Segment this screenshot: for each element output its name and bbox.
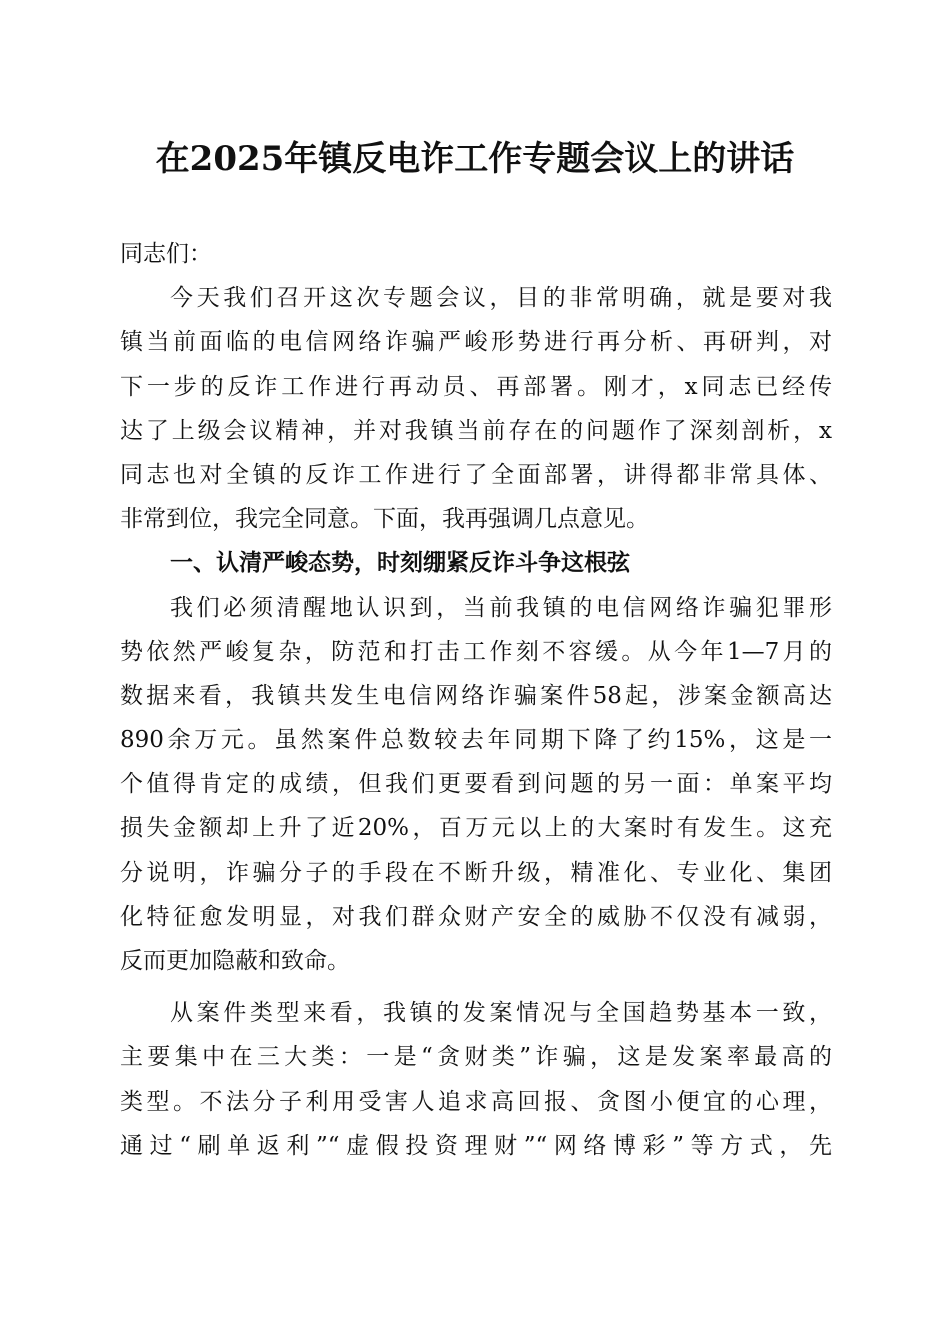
paragraph-line: 个值得肯定的成绩，但我们更要看到问题的另一面：单案平均: [120, 771, 832, 798]
paragraph-line: 下一步的反诈工作进行再动员、再部署。刚才，x同志已经传: [120, 373, 832, 400]
salutation: 同志们：: [120, 241, 212, 267]
document-body: [120, 232, 832, 1168]
paragraph-line: 主要集中在三大类：一是“贪财类”诈骗，这是发案率最高的: [120, 1044, 832, 1071]
paragraph-line: 化特征愈发明显，对我们群众财产安全的威胁不仅没有减弱，: [120, 903, 832, 930]
paragraph-line: 损失金额却上升了近20%，百万元以上的大案时有发生。这充: [120, 815, 832, 842]
paragraph-line: 势依然严峻复杂，防范和打击工作刻不容缓。从今年1—7月的: [120, 638, 832, 665]
paragraph-line: 反而更加隐蔽和致命。: [120, 948, 350, 974]
paragraph-line: 通过“刷单返利”“虚假投资理财”“网络博彩”等方式，先: [120, 1132, 832, 1159]
paragraph-line: 数据来看，我镇共发生电信网络诈骗案件58起，涉案金额高达: [120, 682, 832, 709]
paragraph-line: 镇当前面临的电信网络诈骗严峻形势进行再分析、再研判，对: [120, 329, 832, 356]
paragraph-line: 890余万元。虽然案件总数较去年同期下降了约15%，这是一: [120, 727, 832, 754]
paragraph-line: 达了上级会议精神，并对我镇当前存在的问题作了深刻剖析，x: [120, 417, 832, 444]
paragraph-gap: [120, 983, 832, 991]
paragraph-line: 今天我们召开这次专题会议，目的非常明确，就是要对我: [170, 285, 832, 312]
paragraph-line: 我们必须清醒地认识到，当前我镇的电信网络诈骗犯罪形: [170, 594, 832, 621]
paragraph-line: 非常到位，我完全同意。下面，我再强调几点意见。: [120, 506, 649, 533]
paragraph-line: 同志也对全镇的反诈工作进行了全面部署，讲得都非常具体、: [120, 461, 832, 488]
paragraph-line: 类型。不法分子利用受害人追求高回报、贪图小便宜的心理，: [120, 1088, 832, 1115]
section-heading: 一、认清严峻态势，时刻绷紧反诈斗争这根弦: [170, 550, 630, 577]
paragraph-line: 从案件类型来看，我镇的发案情况与全国趋势基本一致，: [170, 1000, 832, 1027]
paragraph-line: 分说明，诈骗分子的手段在不断升级，精准化、专业化、集团: [120, 859, 832, 886]
document-title: 在2025年镇反电诈工作专题会议上的讲话: [155, 139, 795, 179]
